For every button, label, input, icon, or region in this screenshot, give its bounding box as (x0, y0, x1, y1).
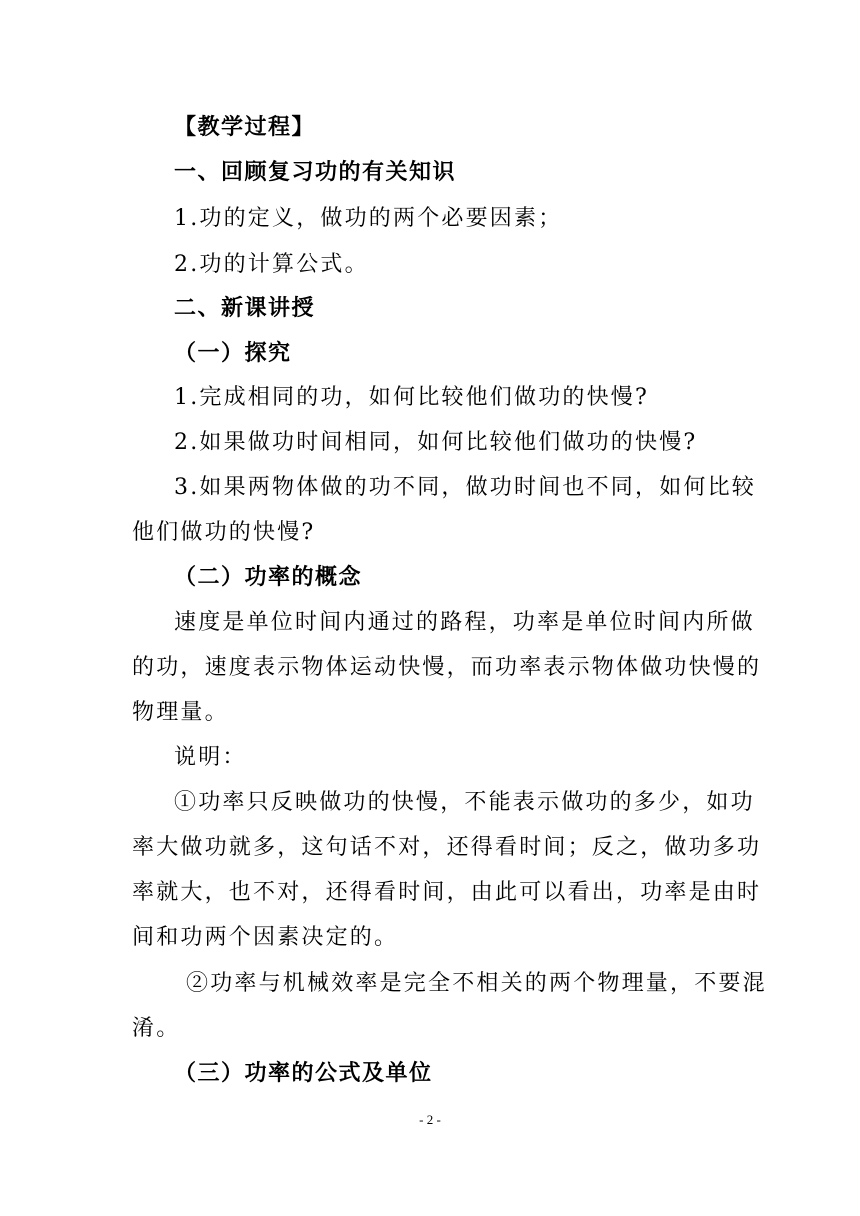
section1-item-2: 2.功的计算公式。 (174, 252, 369, 277)
subsection1-item-2: 2.如果做功时间相同，如何比较他们做功的快慢? (174, 430, 698, 455)
page-number: - 2 - (419, 1112, 441, 1127)
section1-item-1: 1.功的定义，做功的两个必要因素； (174, 206, 563, 231)
note2-line-2: 淆。 (132, 1016, 181, 1041)
note1-line-1: ①功率只反映做功的快慢，不能表示做功的多少，如功 (174, 790, 755, 815)
note1-line-3: 率就大，也不对，还得看时间，由此可以看出，功率是由时 (132, 880, 762, 905)
subsection1-item-3: 3.如果两物体做的功不同，做功时间也不同，如何比较 (174, 475, 756, 500)
section2-title: 二、新课讲授 (174, 296, 316, 321)
section1-title: 一、回顾复习功的有关知识 (174, 160, 457, 185)
subsection1-title: （一）探究 (174, 341, 292, 366)
concept-paragraph-line-2: 的功，速度表示物体运动快慢，而功率表示物体做功快慢的 (132, 655, 762, 680)
concept-paragraph-line-3: 物理量。 (132, 700, 229, 725)
note1-line-4: 间和功两个因素决定的。 (132, 925, 399, 950)
concept-paragraph-line-1: 速度是单位时间内通过的路程，功率是单位时间内所做 (174, 610, 755, 635)
subsection1-item-1: 1.完成相同的功，如何比较他们做功的快慢? (174, 385, 649, 410)
teaching-process-heading: 【教学过程】 (174, 115, 316, 140)
note1-line-2: 率大做功就多，这句话不对，还得看时间；反之，做功多功 (132, 835, 762, 860)
note2-line-1: ②功率与机械效率是完全不相关的两个物理量，不要混 (186, 971, 767, 996)
subsection3-title: （三）功率的公式及单位 (174, 1061, 433, 1086)
subsection1-item-3-cont: 他们做功的快慢? (132, 520, 316, 545)
subsection2-title: （二）功率的概念 (174, 565, 363, 590)
note-label: 说明： (174, 745, 247, 770)
